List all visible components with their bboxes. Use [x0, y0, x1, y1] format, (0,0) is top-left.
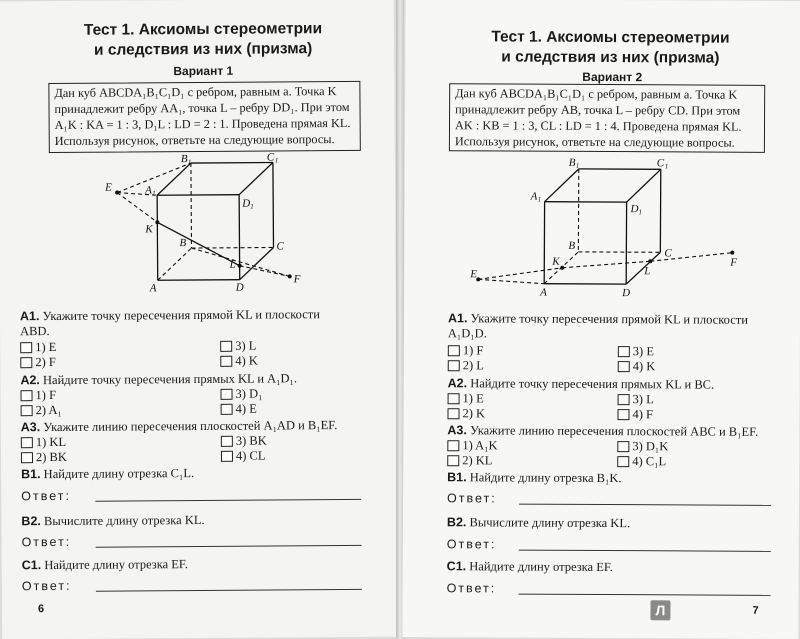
svg-text:1: 1 [538, 196, 542, 204]
question-a2: A2. Найдите точку пересечения прямых KL и A₁D₁. [20, 371, 380, 389]
checkbox[interactable] [617, 409, 629, 420]
checkbox[interactable] [617, 456, 629, 467]
answer-line-b2[interactable] [519, 550, 771, 552]
label-D: D [621, 287, 630, 299]
a3-option-2[interactable]: 2) BK [21, 450, 67, 464]
checkbox[interactable] [618, 361, 630, 372]
cube-figure [464, 151, 755, 301]
answer-label-b2: Ответ: [22, 535, 72, 549]
checkbox[interactable] [448, 393, 460, 404]
label-C1: C [657, 157, 665, 169]
checkbox[interactable] [448, 360, 460, 371]
cube-figure [99, 149, 330, 299]
a2-option-2[interactable]: 2) A₁ [21, 403, 62, 417]
a2-option-4[interactable]: 4) F [617, 407, 653, 421]
checkbox[interactable] [618, 346, 630, 357]
a1-option-1[interactable]: 1) E [20, 340, 56, 354]
answer-label-c1: Ответ: [447, 581, 497, 595]
svg-text:1: 1 [152, 189, 156, 197]
answer-label-b1: Ответ: [447, 491, 497, 505]
checkbox[interactable] [220, 388, 232, 399]
checkbox[interactable] [20, 390, 32, 401]
checkbox[interactable] [618, 394, 630, 405]
label-L: L [643, 265, 650, 277]
checkbox[interactable] [617, 441, 629, 452]
checkbox[interactable] [21, 452, 33, 463]
svg-text:1: 1 [188, 158, 192, 166]
answer-line-b1[interactable] [519, 504, 771, 506]
answer-label-b2: Ответ: [447, 537, 497, 551]
question-c1: C1. Найдите длину отрезка EF. [447, 559, 613, 575]
label-B: B [568, 240, 575, 252]
label-A: A [539, 287, 547, 299]
a3-option-3[interactable]: 3) D₁K [617, 439, 668, 453]
a1-option-3[interactable]: 3) L [220, 339, 256, 353]
a3-option-3[interactable]: 3) BK [221, 434, 267, 448]
checkbox[interactable] [220, 340, 232, 351]
question-b2: B2. Вычислите длину отрезка KL. [447, 515, 630, 531]
variant-heading: Вариант 2 [547, 70, 677, 85]
checkbox[interactable] [447, 408, 459, 419]
page-number: 6 [38, 603, 44, 615]
a2-option-3[interactable]: 3) D₁ [220, 387, 262, 401]
a3-option-2[interactable]: 2) KL [447, 453, 492, 467]
checkbox[interactable] [21, 437, 33, 448]
label-B1: B [569, 157, 576, 169]
label-D: D [235, 282, 244, 294]
answer-line-b2[interactable] [96, 545, 362, 548]
problem-statement: Дан куб ABCDA₁B₁C₁D₁ с ребром, равным a. Точка K принадлежит ребру AA₁, точка L – ребру DD₁. При этом A₁K : KA = 1 : 3, D₁L : LD = 2 : 1. Проведена прямая KL. Используя рисунок, ответьте на следующие вопросы. [48, 81, 360, 153]
label-C: C [276, 240, 284, 252]
label-A1: A [530, 191, 538, 203]
question-b1: B1. Найдите длину отрезка C₁L. [21, 466, 194, 482]
checkbox[interactable] [20, 357, 32, 368]
a2-option-3[interactable]: 3) L [618, 392, 654, 406]
answer-line-c1[interactable] [96, 589, 362, 592]
label-A: A [149, 282, 157, 294]
page-number: 7 [752, 605, 758, 617]
question-b2: B2. Вычислите длину отрезка KL. [21, 513, 204, 529]
answer-line-c1[interactable] [519, 594, 771, 596]
variant-heading: Вариант 1 [138, 64, 268, 79]
question-a1: A1. Укажите точку пересечения прямой KL и плоскости A₁D₁D. [448, 311, 798, 343]
checkbox[interactable] [447, 440, 459, 451]
label-D1: D [241, 198, 250, 210]
a3-option-4[interactable]: 4) C₁L [617, 454, 666, 468]
svg-text:1: 1 [250, 203, 254, 211]
svg-text:1: 1 [275, 156, 279, 164]
a3-option-4[interactable]: 4) CL [221, 449, 266, 463]
page-title: Тест 1. Аксиомы стереометрии и следствия из них (призма) [38, 19, 368, 61]
checkbox[interactable] [221, 450, 233, 461]
a2-option-1[interactable]: 1) E [448, 391, 484, 405]
checkbox[interactable] [21, 405, 33, 416]
label-D1: D [630, 203, 639, 215]
question-a3: A3. Укажите линию пересечения плоскостей ABC и B₁EF. [447, 423, 797, 440]
label-E: E [469, 268, 477, 280]
label-B: B [179, 237, 186, 249]
svg-text:1: 1 [665, 162, 669, 170]
label-L: L [229, 259, 236, 271]
label-B1: B [181, 153, 188, 165]
label-C1: C [267, 151, 275, 163]
question-a1: A1. Укажите точку пересечения прямой KL и плоскости ABD. [20, 307, 380, 340]
left-page [0, 0, 398, 639]
checkbox[interactable] [20, 342, 32, 353]
checkbox[interactable] [220, 355, 232, 366]
checkbox[interactable] [447, 455, 459, 466]
right-page [402, 0, 800, 639]
label-K: K [144, 223, 153, 235]
a2-option-1[interactable]: 1) F [20, 388, 56, 402]
svg-text:1: 1 [639, 208, 643, 216]
a1-option-4[interactable]: 4) K [618, 359, 656, 373]
label-F: F [293, 273, 301, 285]
question-a2: A2. Найдите точку пересечения прямых KL и BC. [448, 376, 798, 393]
label-K: K [551, 256, 560, 268]
question-a3: A3. Укажите линию пересечения плоскостей A₁AD и B₁EF. [21, 418, 391, 436]
answer-label-b1: Ответ: [21, 489, 71, 503]
checkbox[interactable] [448, 345, 460, 356]
a1-option-3[interactable]: 3) E [618, 344, 654, 358]
publisher-logo-icon: Л [650, 600, 670, 620]
svg-text:1: 1 [576, 162, 580, 170]
a2-option-2[interactable]: 2) K [447, 406, 485, 420]
label-E: E [104, 182, 112, 194]
a1-option-4[interactable]: 4) K [220, 354, 258, 368]
a1-option-2[interactable]: 2) F [20, 355, 56, 369]
label-A1: A [144, 184, 152, 196]
a1-option-1[interactable]: 1) F [448, 343, 484, 357]
label-F: F [729, 257, 737, 269]
question-c1: C1. Найдите длину отрезка EF. [22, 557, 188, 573]
question-b1: B1. Найдите длину отрезка B₁K. [447, 470, 621, 486]
answer-line-b1[interactable] [95, 499, 361, 502]
a1-option-2[interactable]: 2) L [448, 358, 484, 372]
label-C: C [664, 247, 672, 259]
a2-option-4[interactable]: 4) E [221, 402, 257, 416]
page-title: Тест 1. Аксиомы стереометрии и следствия из них (призма) [445, 27, 775, 69]
a3-option-1[interactable]: 1) KL [21, 435, 66, 449]
checkbox[interactable] [221, 403, 233, 414]
problem-statement: Дан куб ABCDA₁B₁C₁D₁ с ребром, равным a. Точка K принадлежит ребру AB, точка L – ребру CD. При этом AK : KB = 1 : 3, CL : LD = 1 : 4. Проведена прямая KL. Используя рисунок, ответьте на следующие вопросы. [449, 83, 765, 153]
answer-label-c1: Ответ: [22, 579, 72, 593]
a3-option-1[interactable]: 1) A₁K [447, 438, 497, 452]
checkbox[interactable] [221, 435, 233, 446]
